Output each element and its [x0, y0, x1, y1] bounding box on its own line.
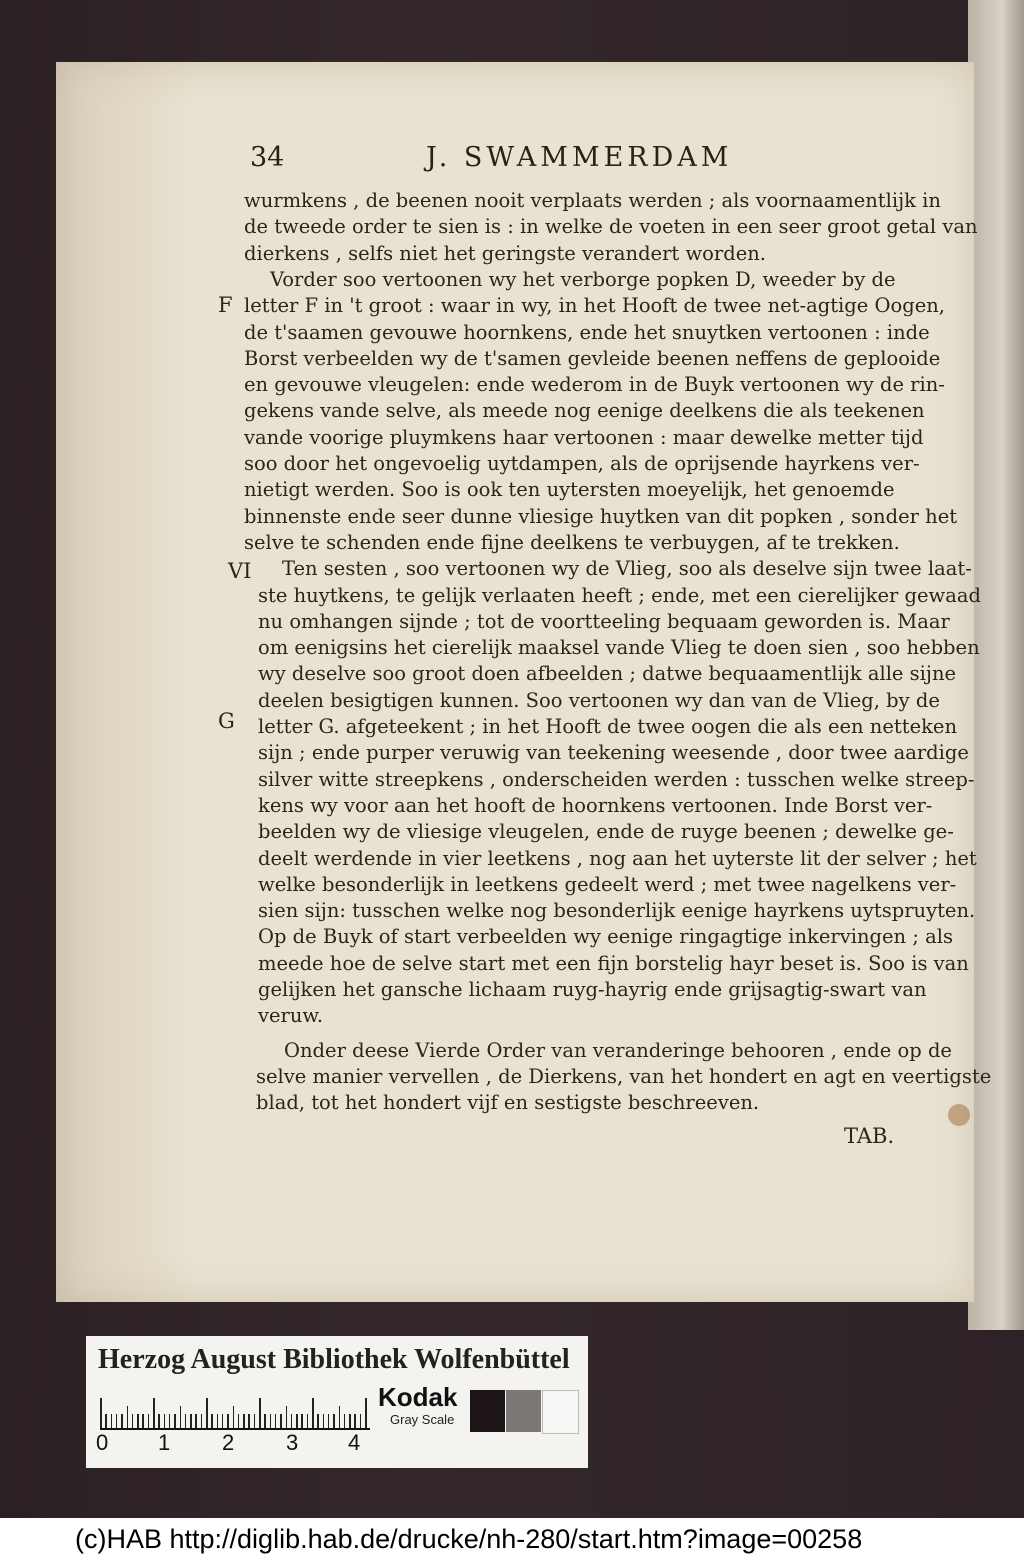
ruler-tick	[111, 1414, 113, 1428]
text-line: blad, tot het hondert vijf en sestigste beschreeven.	[256, 1091, 760, 1115]
ruler-tick	[243, 1414, 245, 1428]
gray-swatch-light	[542, 1390, 579, 1434]
ruler-tick	[227, 1414, 229, 1428]
ruler-tick	[206, 1398, 208, 1428]
text-line: Vorder soo vertoonen wy het verborge popken D, weeder by de	[270, 267, 896, 291]
ruler-tick	[201, 1414, 203, 1428]
ruler-tick	[180, 1406, 182, 1428]
library-scale-card	[86, 1336, 588, 1468]
ruler-tick	[360, 1414, 362, 1428]
ruler-tick	[365, 1398, 367, 1428]
ruler-tick	[222, 1414, 224, 1428]
ruler-tick	[301, 1414, 303, 1428]
margin-letter-g: G	[218, 709, 235, 733]
ruler-tick	[280, 1414, 282, 1428]
ruler-tick	[127, 1406, 129, 1428]
ruler-tick	[238, 1414, 240, 1428]
text-line: gelijken het gansche lichaam ruyg-hayrig ende grijsagtig-swart van	[258, 978, 927, 1001]
ruler-tick	[137, 1414, 139, 1428]
ruler-tick	[190, 1414, 192, 1428]
ruler-tick	[158, 1414, 160, 1428]
kodak-logo: Kodak	[378, 1382, 458, 1412]
text-line: meede hoe de selve start met een fijn borstelig hayr beset is. Soo is van	[258, 951, 969, 975]
text-line: Ten sesten , soo vertoonen wy de Vlieg, soo als deselve sijn twee laat-	[282, 557, 972, 581]
ruler-tick	[286, 1406, 288, 1428]
ruler-tick	[328, 1414, 330, 1428]
ruler-tick	[333, 1414, 335, 1428]
scale-number-3: 3	[286, 1430, 299, 1455]
text-line: kens wy voor aan het hooft de hoornkens vertoonen. Inde Borst ver-	[258, 793, 933, 817]
ruler-tick	[169, 1414, 171, 1428]
catchword: TAB.	[844, 1124, 895, 1148]
scale-number-2: 2	[222, 1430, 235, 1455]
running-title: J. SWAMMERDAM	[426, 142, 733, 173]
ruler-tick	[132, 1414, 134, 1428]
ruler-tick	[121, 1414, 123, 1428]
ruler-tick	[275, 1414, 277, 1428]
ruler-tick	[264, 1414, 266, 1428]
ruler-tick	[248, 1414, 250, 1428]
ruler-tick	[339, 1406, 341, 1428]
text-line: Op de Buyk of start verbeelden wy eenige ringagtige inkervingen ; als	[258, 925, 953, 949]
copyright-url: (c)HAB http://diglib.hab.de/drucke/nh-280/start.htm?image=00258	[75, 1524, 863, 1554]
text-line: gekens vande selve, als meede nog eenige deelkens die als teekenen	[244, 399, 925, 423]
text-line: nu omhangen sijnde ; tot de voortteeling bequaam geworden is. Maar	[258, 609, 950, 633]
margin-letter-vi: VI	[228, 559, 252, 583]
ruler-tick	[254, 1414, 256, 1428]
text-line: de tweede order te sien is : in welke de voeten in een seer groot getal van	[244, 215, 978, 239]
ruler-tick	[116, 1414, 118, 1428]
text-line: dierkens , selfs niet het geringste verandert worden.	[244, 241, 766, 265]
scale-number-0: 0	[96, 1430, 109, 1455]
text-line: beelden wy de vliesige vleugelen, ende de ruyge beenen ; dewelke ge-	[258, 820, 954, 844]
ruler-tick	[296, 1414, 298, 1428]
text-line: en gevouwe vleugelen: ende wederom in de Buyk vertoonen wy de rin-	[244, 373, 945, 397]
paper-stain	[948, 1104, 970, 1126]
library-name: Herzog August Bibliothek Wolfenbüttel	[98, 1344, 570, 1375]
ruler-tick	[344, 1414, 346, 1428]
ruler-tick	[142, 1414, 144, 1428]
text-line: Onder deese Vierde Order van veranderinge behooren , ende op de	[284, 1038, 952, 1062]
text-line: selve te schenden ende fijne deelkens te verbuygen, af te trekken.	[244, 530, 900, 554]
ruler-tick	[312, 1398, 314, 1428]
text-line: binnenste ende seer dunne vliesige huytken van dit popken , sonder het	[244, 504, 958, 528]
text-line: silver witte streepkens , onderscheiden werden : tusschen welke streep-	[258, 767, 975, 791]
text-line: ste huytkens, te gelijk verlaaten heeft ; ende, met een cierelijker gewaad	[258, 583, 981, 607]
text-line: wurmkens , de beenen nooit verplaats werden ; als voornaamentlijk in	[244, 189, 941, 212]
ruler-tick	[233, 1406, 235, 1428]
ruler-tick	[100, 1398, 102, 1428]
page-number: 34	[250, 142, 285, 173]
ruler-tick	[217, 1414, 219, 1428]
text-line: deelen besigtigen kunnen. Soo vertoonen wy dan van de Vlieg, by de	[258, 688, 940, 712]
gray-scale-label: Gray Scale	[390, 1412, 455, 1427]
text-line: wy deselve soo groot doen afbeelden ; datwe bequaamentlijk alle sijne	[258, 662, 957, 686]
ruler-tick	[211, 1414, 213, 1428]
ruler-tick	[105, 1414, 107, 1428]
text-line: deelt werdende in vier leetkens , nog aan het uyterste lit der selver ; het	[258, 846, 977, 870]
ruler-tick	[195, 1414, 197, 1428]
ruler-tick	[307, 1414, 309, 1428]
text-line: selve manier vervellen , de Dierkens, van het hondert en agt en veertigste	[256, 1064, 992, 1088]
footer-bar	[0, 1518, 1024, 1564]
gray-swatch-dark	[470, 1390, 505, 1432]
ruler-tick	[291, 1414, 293, 1428]
text-line: veruw.	[258, 1004, 324, 1028]
ruler-tick	[354, 1414, 356, 1428]
scale-number-1: 1	[158, 1430, 171, 1455]
ruler-tick	[323, 1414, 325, 1428]
text-line: soo door het ongevoelig uytdampen, als de oprijsende hayrkens ver-	[244, 452, 920, 475]
ruler-tick	[349, 1414, 351, 1428]
text-line: vande voorige pluymkens haar vertoonen : maar dewelke metter tijd	[244, 425, 924, 449]
text-line: letter G. afgeteekent ; in het Hooft de twee oogen die als een netteken	[258, 715, 958, 738]
margin-letter-f: F	[218, 293, 233, 317]
text-line: om eenigsins het cierelijk maaksel vande Vlieg te doen sien , soo hebben	[258, 636, 980, 660]
ruler-tick	[270, 1414, 272, 1428]
ruler-tick	[317, 1414, 319, 1428]
text-line: de t'saamen gevouwe hoornkens, ende het snuytken vertoonen : inde	[244, 320, 930, 344]
ruler-tick	[148, 1414, 150, 1428]
text-line: sien sijn: tusschen welke nog besonderlijk eenige hayrkens uytspruyten.	[258, 899, 976, 923]
scale-number-4: 4	[348, 1430, 361, 1455]
ruler-tick	[164, 1414, 166, 1428]
ruler-tick	[153, 1398, 155, 1428]
text-line: letter F in 't groot : waar in wy, in het Hooft de twee net-agtige Oogen,	[244, 294, 946, 318]
ruler-tick	[174, 1414, 176, 1428]
ruler-scale	[100, 1388, 370, 1430]
ruler-tick	[185, 1414, 187, 1428]
ruler-tick	[259, 1398, 261, 1428]
text-line: sijn ; ende purper veruwig van teekening weesende , door twee aardige	[258, 741, 969, 765]
text-line: nietigt werden. Soo is ook ten uytersten moeyelijk, het genoemde	[244, 478, 895, 502]
gray-swatch-mid	[506, 1390, 541, 1432]
text-line: welke besonderlijk in leetkens gedeelt werd ; met twee nagelkens ver-	[258, 872, 957, 896]
text-line: Borst verbeelden wy de t'samen gevleide beenen neffens de geplooide	[244, 346, 941, 370]
